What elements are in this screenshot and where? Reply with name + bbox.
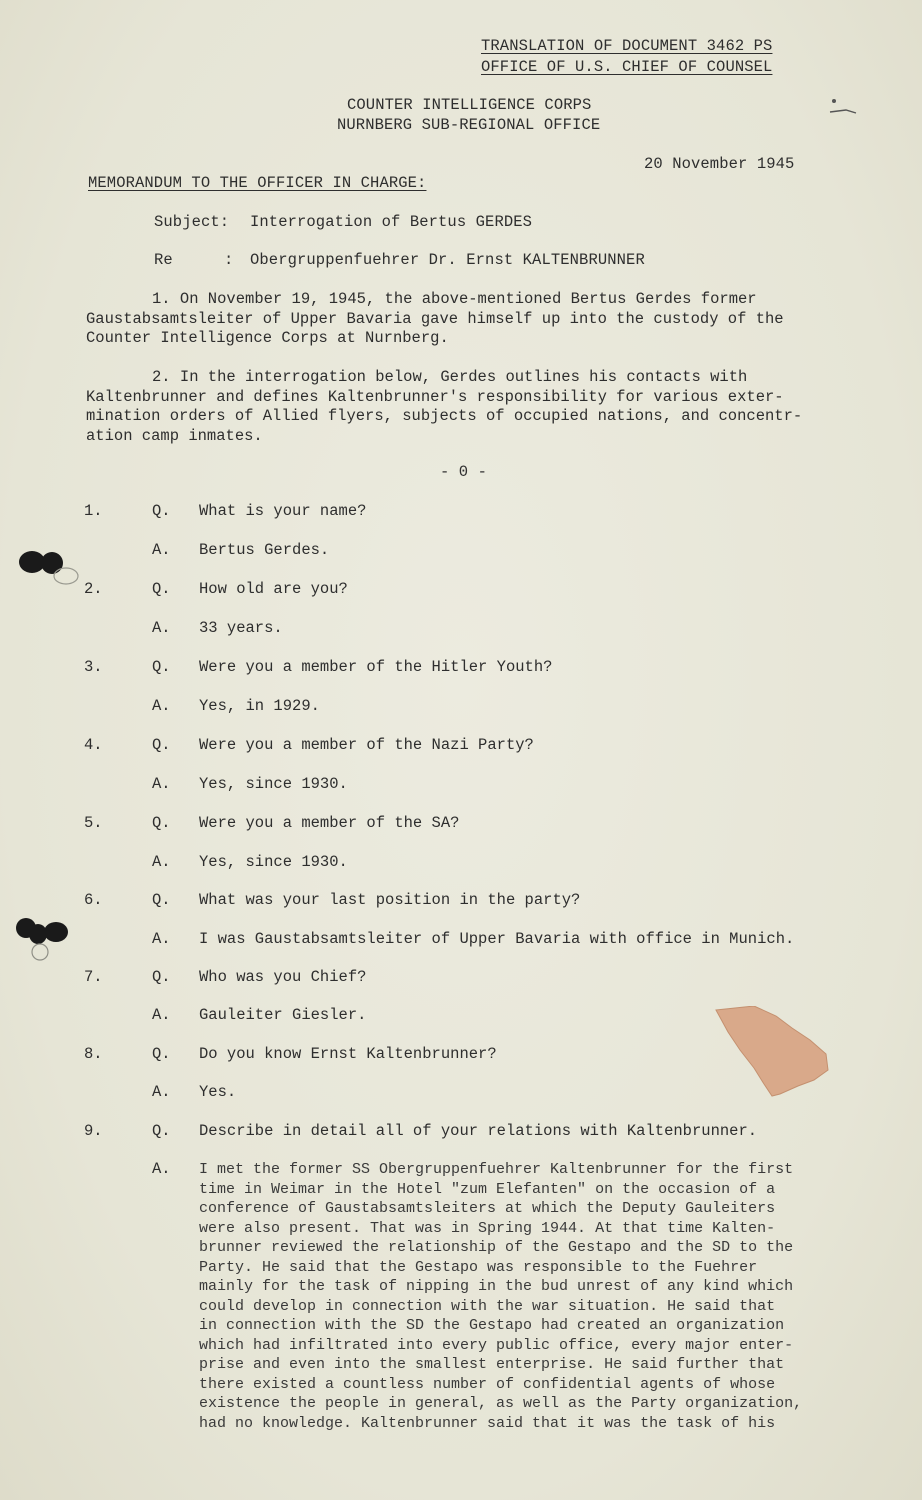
answer-label: A. (152, 1006, 171, 1024)
answer-line: conference of Gaustabsamtsleiters at which the Deputy Gauleiters (199, 1200, 776, 1217)
paragraph-1 (86, 290, 816, 349)
question-label: Q. (152, 1045, 171, 1063)
question-label: Q. (152, 1122, 171, 1140)
qa-number: 3. (84, 658, 103, 676)
answer-label: A. (152, 619, 171, 637)
answer-text: Yes, since 1930. (199, 775, 348, 793)
question-text: How old are you? (199, 580, 348, 598)
answer-label: A. (152, 1083, 171, 1101)
question-text: Describe in detail all of your relations with Kaltenbrunner. (199, 1122, 758, 1140)
answer-line: existence the people in general, as well as the Party organization, (199, 1395, 803, 1412)
answer-text: 33 years. (199, 619, 283, 637)
punch-hole-blot-top (16, 546, 82, 594)
answer-label: A. (152, 1160, 171, 1178)
question-label: Q. (152, 580, 171, 598)
answer-line: brunner reviewed the relationship of the Gestapo and the SD to the (199, 1239, 794, 1256)
answer-line: in connection with the SD the Gestapo had created an organization (199, 1317, 785, 1334)
paragraph-line: ation camp inmates. (86, 426, 263, 445)
question-text: Were you a member of the Hitler Youth? (199, 658, 553, 676)
office-line: OFFICE OF U.S. CHIEF OF COUNSEL (481, 58, 773, 76)
paragraph-2 (86, 368, 816, 446)
answer-9-block (199, 1160, 839, 1433)
answer-line: could develop in connection with the war situation. He said that (199, 1297, 776, 1315)
answer-line: prise and even into the smallest enterprise. He said further that (199, 1356, 785, 1373)
memo-title: MEMORANDUM TO THE OFFICER IN CHARGE: (88, 174, 427, 192)
answer-line: mainly for the task of nipping in the bud unrest of any kind which (199, 1278, 794, 1295)
punch-hole-blot-bottom (10, 912, 70, 964)
answer-line: which had infiltrated into every public office, every major enter- (199, 1336, 794, 1354)
question-label: Q. (152, 891, 171, 909)
subject-value: Interrogation of Bertus GERDES (250, 213, 533, 231)
qa-number: 7. (84, 968, 103, 986)
paragraph-line: Counter Intelligence Corps at Nurnberg. (86, 329, 449, 347)
answer-line: had no knowledge. Kaltenbrunner said that it was the task of his (199, 1414, 776, 1432)
answer-text: Bertus Gerdes. (199, 541, 330, 559)
answer-line: time in Weimar in the Hotel "zum Elefanten" on the occasion of a (199, 1180, 776, 1198)
answer-text: Yes, in 1929. (199, 697, 320, 715)
answer-label: A. (152, 541, 171, 559)
question-text: Do you know Ernst Kaltenbrunner? (199, 1045, 497, 1063)
question-text: Were you a member of the SA? (199, 814, 460, 832)
qa-number: 4. (84, 736, 103, 754)
question-label: Q. (152, 968, 171, 986)
section-separator: - 0 - (440, 463, 488, 481)
answer-label: A. (152, 853, 171, 871)
paragraph-line: Kaltenbrunner and defines Kaltenbrunner's responsibility for various exter- (86, 387, 784, 406)
corps-heading: COUNTER INTELLIGENCE CORPS (347, 96, 592, 114)
answer-label: A. (152, 697, 171, 715)
answer-text: Yes. (199, 1083, 237, 1101)
paragraph-line: Gaustabsamtsleiter of Upper Bavaria gave himself up into the custody of the (86, 309, 784, 328)
qa-number: 6. (84, 891, 103, 909)
answer-text: Yes, since 1930. (199, 853, 348, 871)
question-label: Q. (152, 502, 171, 520)
paragraph-line: 2. In the interrogation below, Gerdes outlines his contacts with (152, 368, 748, 386)
question-label: Q. (152, 814, 171, 832)
qa-number: 1. (84, 502, 103, 520)
question-text: What is your name? (199, 502, 367, 520)
re-colon: : (224, 251, 234, 269)
qa-number: 2. (84, 580, 103, 598)
answer-label: A. (152, 930, 171, 948)
answer-text: I was Gaustabsamtsleiter of Upper Bavaria with office in Munich. (199, 930, 795, 948)
qa-number: 8. (84, 1045, 103, 1063)
answer-text: Gauleiter Giesler. (199, 1006, 367, 1024)
memo-date: 20 November 1945 (644, 155, 795, 173)
qa-number: 9. (84, 1122, 103, 1140)
subject-label: Subject: (154, 213, 230, 231)
re-value: Obergruppenfuehrer Dr. Ernst KALTENBRUNNER (250, 251, 645, 269)
paragraph-line: mination orders of Allied flyers, subjects of occupied nations, and concentr- (86, 407, 803, 425)
answer-line: I met the former SS Obergruppenfuehrer Kaltenbrunner for the first (199, 1161, 794, 1178)
paper-speck (826, 96, 862, 120)
sub-office-heading: NURNBERG SUB-REGIONAL OFFICE (337, 116, 601, 134)
answer-line: Party. He said that the Gestapo was responsible to the Fuehrer (199, 1258, 758, 1276)
answer-line: were also present. That was in Spring 1944. At that time Kalten- (199, 1219, 776, 1237)
paper-tear-mark (714, 1006, 830, 1098)
qa-number: 5. (84, 814, 103, 832)
answer-label: A. (152, 775, 171, 793)
question-label: Q. (152, 658, 171, 676)
paragraph-line: 1. On November 19, 1945, the above-mentioned Bertus Gerdes former (152, 290, 757, 308)
question-text: Were you a member of the Nazi Party? (199, 736, 534, 754)
translation-line: TRANSLATION OF DOCUMENT 3462 PS (481, 37, 773, 55)
answer-line: there existed a countless number of confidential agents of whose (199, 1375, 776, 1393)
re-label: Re (154, 251, 173, 269)
question-text: What was your last position in the party? (199, 891, 581, 909)
question-label: Q. (152, 736, 171, 754)
question-text: Who was you Chief? (199, 968, 367, 986)
